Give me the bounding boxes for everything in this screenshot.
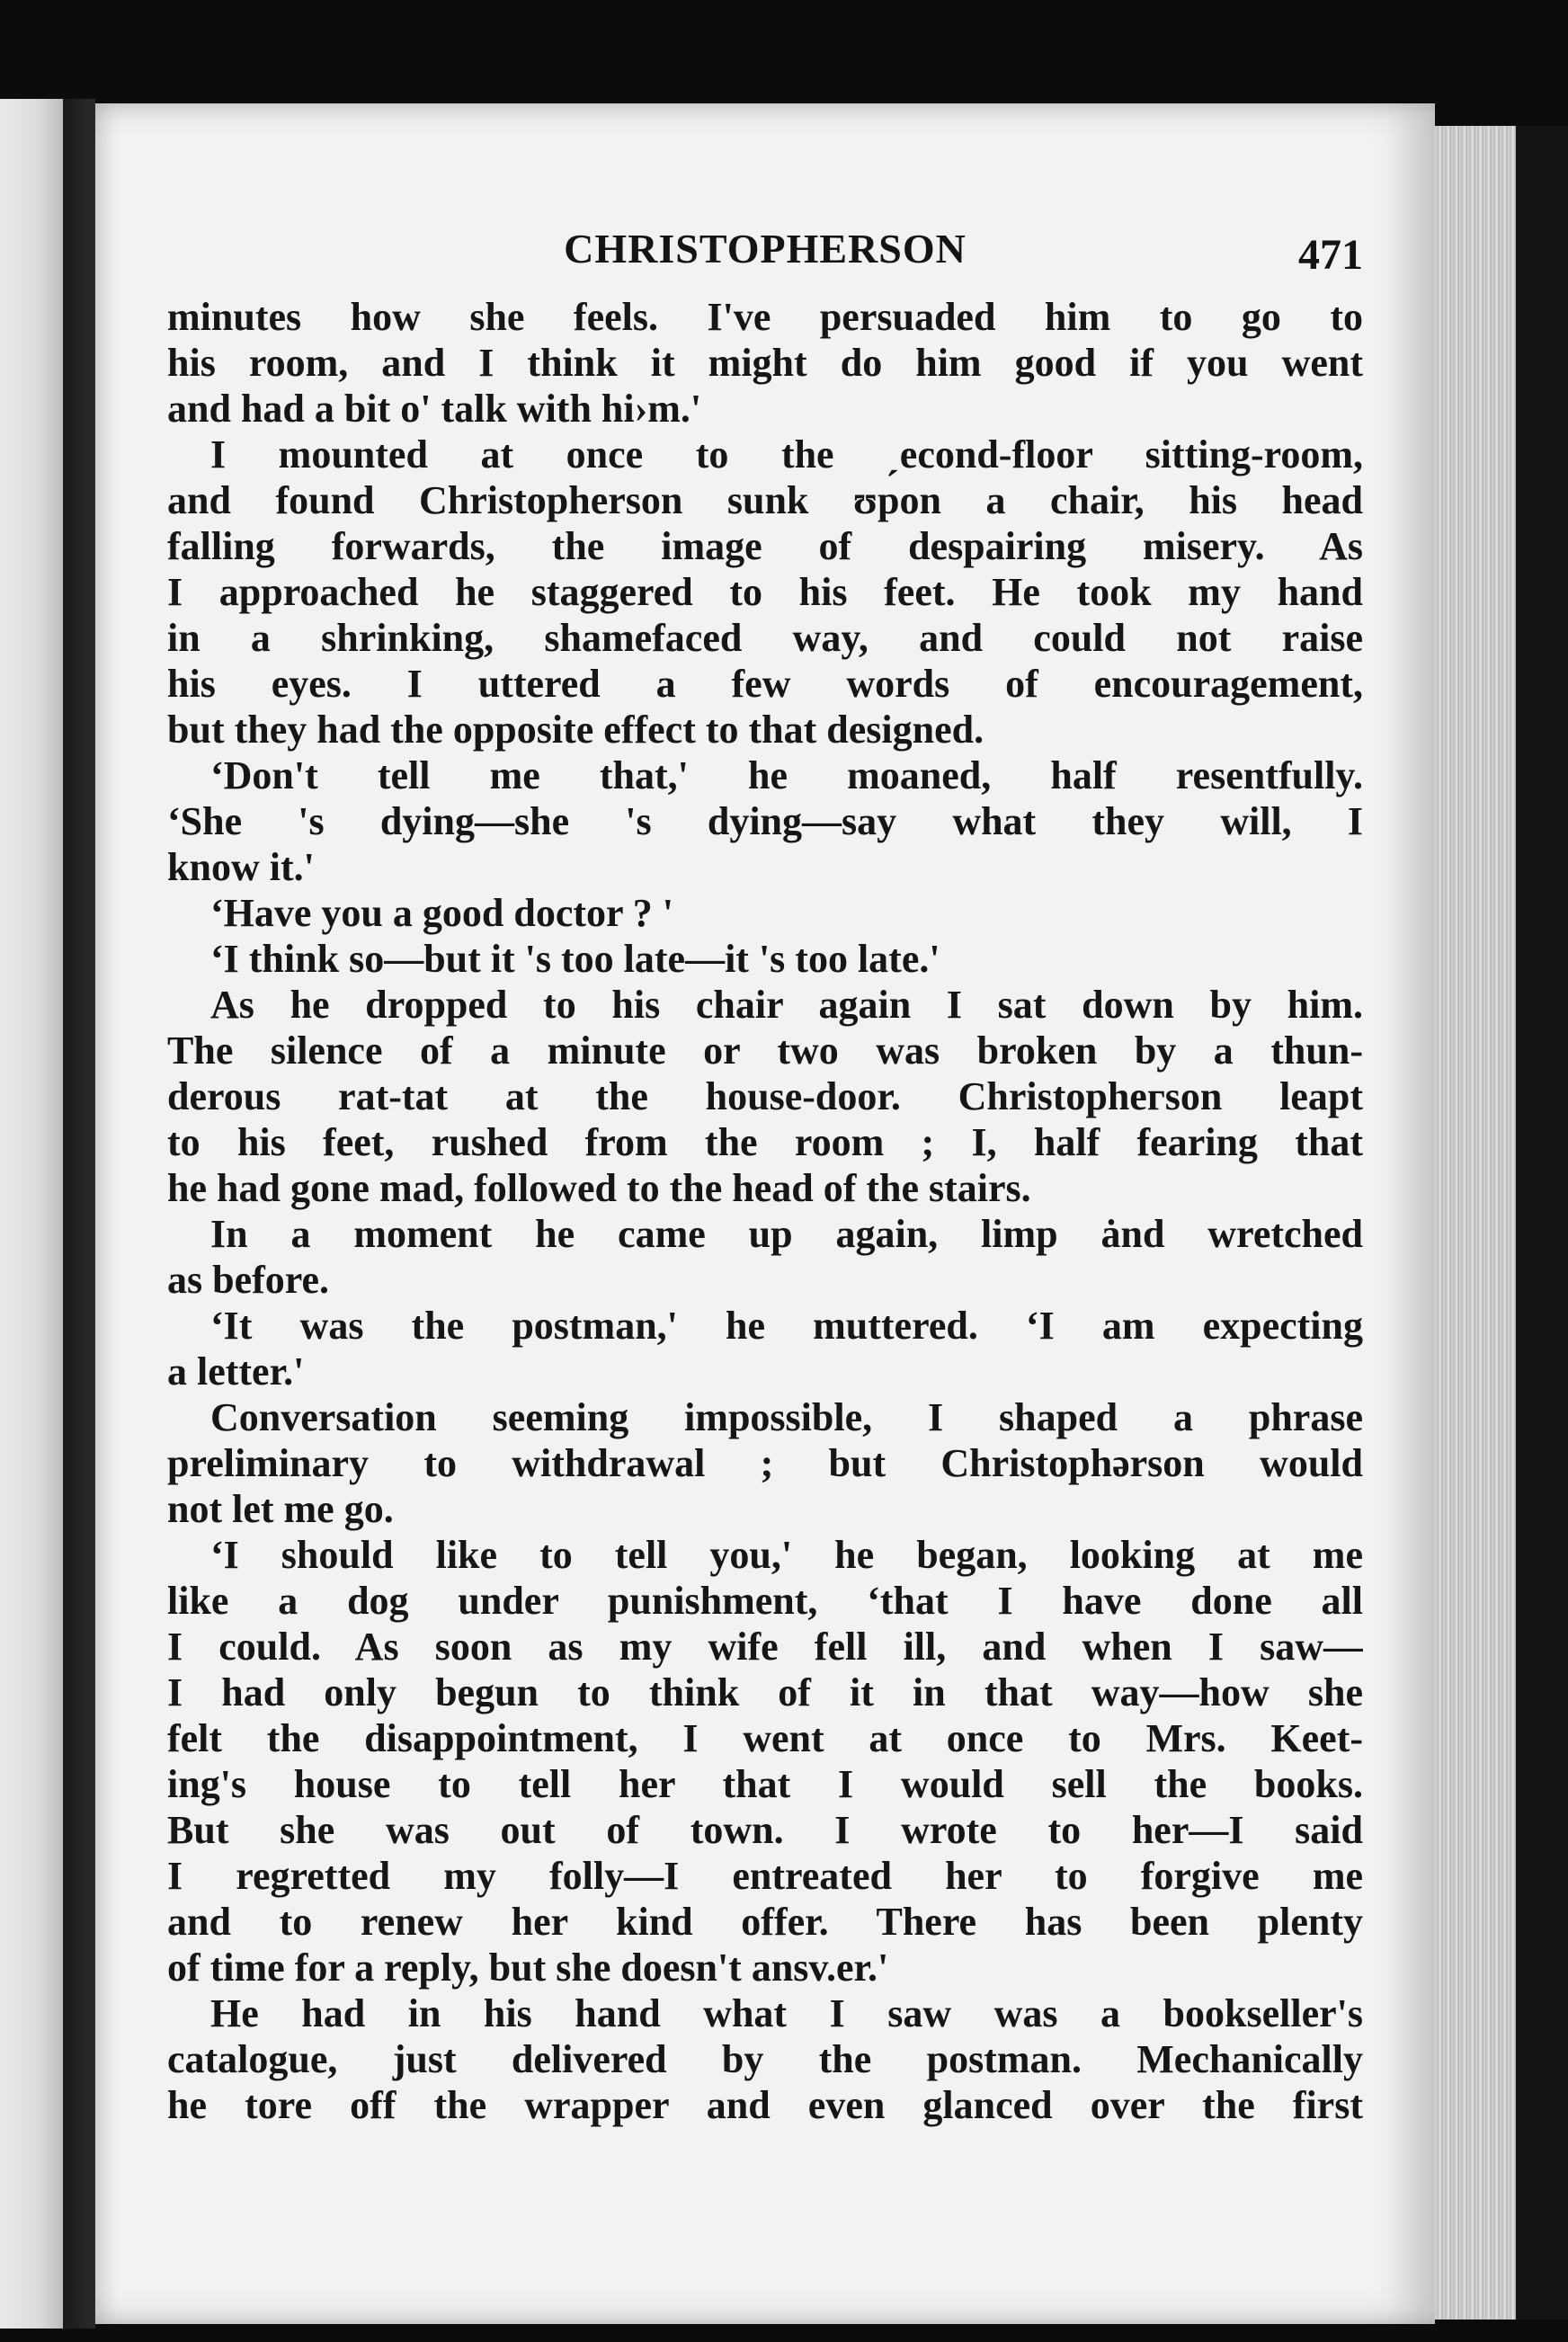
text-line: ‘It was the postman,' he muttered. ‘I am expecting <box>210 1304 1363 1348</box>
text-line: his room, and I think it might do him good if you went <box>167 341 1363 385</box>
text-line: as before. <box>167 1258 330 1302</box>
text-line: I approached he staggered to his feet. He took my hand <box>167 570 1363 614</box>
text-line: He had in his hand what I saw was a bookseller's <box>210 1991 1363 2035</box>
text-line: like a dog under punishment, ‘that I have done all <box>167 1579 1363 1623</box>
text-line: I could. As soon as my wife fell ill, and when I saw— <box>167 1625 1363 1669</box>
text-line: ‘Have you a good doctor ? ' <box>210 891 673 935</box>
text-line: I mounted at once to the ˏecond-floor sitting-room, <box>210 432 1363 476</box>
text-line: and found Christopherson sunk ʊpon a chair, his head <box>167 478 1363 522</box>
text-line: to his feet, rushed from the room ; I, half fearing that <box>167 1120 1363 1164</box>
text-line: and had a bit o' talk with hi›m.' <box>167 387 702 431</box>
text-line: of time for a reply, but she doesn't ansv.er.' <box>167 1946 889 1990</box>
text-line: Conversation seeming impossible, I shaped a phrase <box>210 1395 1363 1439</box>
text-line: a letter.' <box>167 1349 305 1394</box>
text-line: felt the disappointment, I went at once to Mrs. Keet- <box>167 1716 1363 1760</box>
text-line: I had only begun to think of it in that way—how she <box>167 1670 1363 1714</box>
text-line: ing's house to tell her that I would sell the books. <box>167 1762 1363 1806</box>
text-line: In a moment he came up again, limp ȧnd wretched <box>210 1212 1363 1256</box>
text-line: minutes how she feels. I've persuaded him to go to <box>167 295 1363 339</box>
facing-page-edge <box>0 99 63 2329</box>
scan-background <box>1516 126 1568 2320</box>
text-line: but they had the opposite effect to that designed. <box>167 708 984 752</box>
page-number: 471 <box>1298 231 1363 279</box>
text-line: and to renew her kind offer. There has been plenty <box>167 1900 1363 1944</box>
text-line: The silence of a minute or two was broken by a thun- <box>167 1029 1363 1073</box>
text-line: his eyes. I uttered a few words of encouragement, <box>167 662 1363 706</box>
text-line: know it.' <box>167 845 315 889</box>
text-line: ‘I should like to tell you,' he began, looking at me <box>210 1533 1363 1577</box>
text-line: ‘Don't tell me that,' he moaned, half resentfully. <box>210 753 1363 797</box>
text-line: As he dropped to his chair again I sat down by him. <box>210 983 1363 1027</box>
text-line: catalogue, just delivered by the postman. Mechanically <box>167 2037 1363 2081</box>
body-text <box>167 294 1363 2128</box>
page-stack-edge <box>1435 126 1516 2320</box>
text-line: But she was out of town. I wrote to her—I said <box>167 1808 1363 1852</box>
running-head: CHRISTOPHERSON <box>564 226 967 272</box>
text-line: I regretted my folly—I entreated her to forgive me <box>167 1854 1363 1898</box>
book-page <box>95 103 1435 2324</box>
text-line: derous rat-tat at the house-door. Christopheгson leapt <box>167 1074 1363 1118</box>
book-gutter <box>63 99 95 2329</box>
text-line: ‘She 's dying—she 's dying—say what they will, I <box>167 799 1363 843</box>
text-line: he had gone mad, followed to the head of the stairs. <box>167 1166 1031 1210</box>
text-line: not let me go. <box>167 1487 394 1531</box>
text-line: falling forwards, the image of despairing misery. As <box>167 524 1363 568</box>
text-line: ‘I think so—but it 's too late—it 's too late.' <box>210 937 940 981</box>
text-line: he tore off the wrapper and even glanced over the first <box>167 2083 1363 2127</box>
text-line: preliminary to withdrawal ; but Christophərson would <box>167 1441 1363 1485</box>
text-line: in a shrinking, shamefaced way, and could not raise <box>167 616 1363 660</box>
